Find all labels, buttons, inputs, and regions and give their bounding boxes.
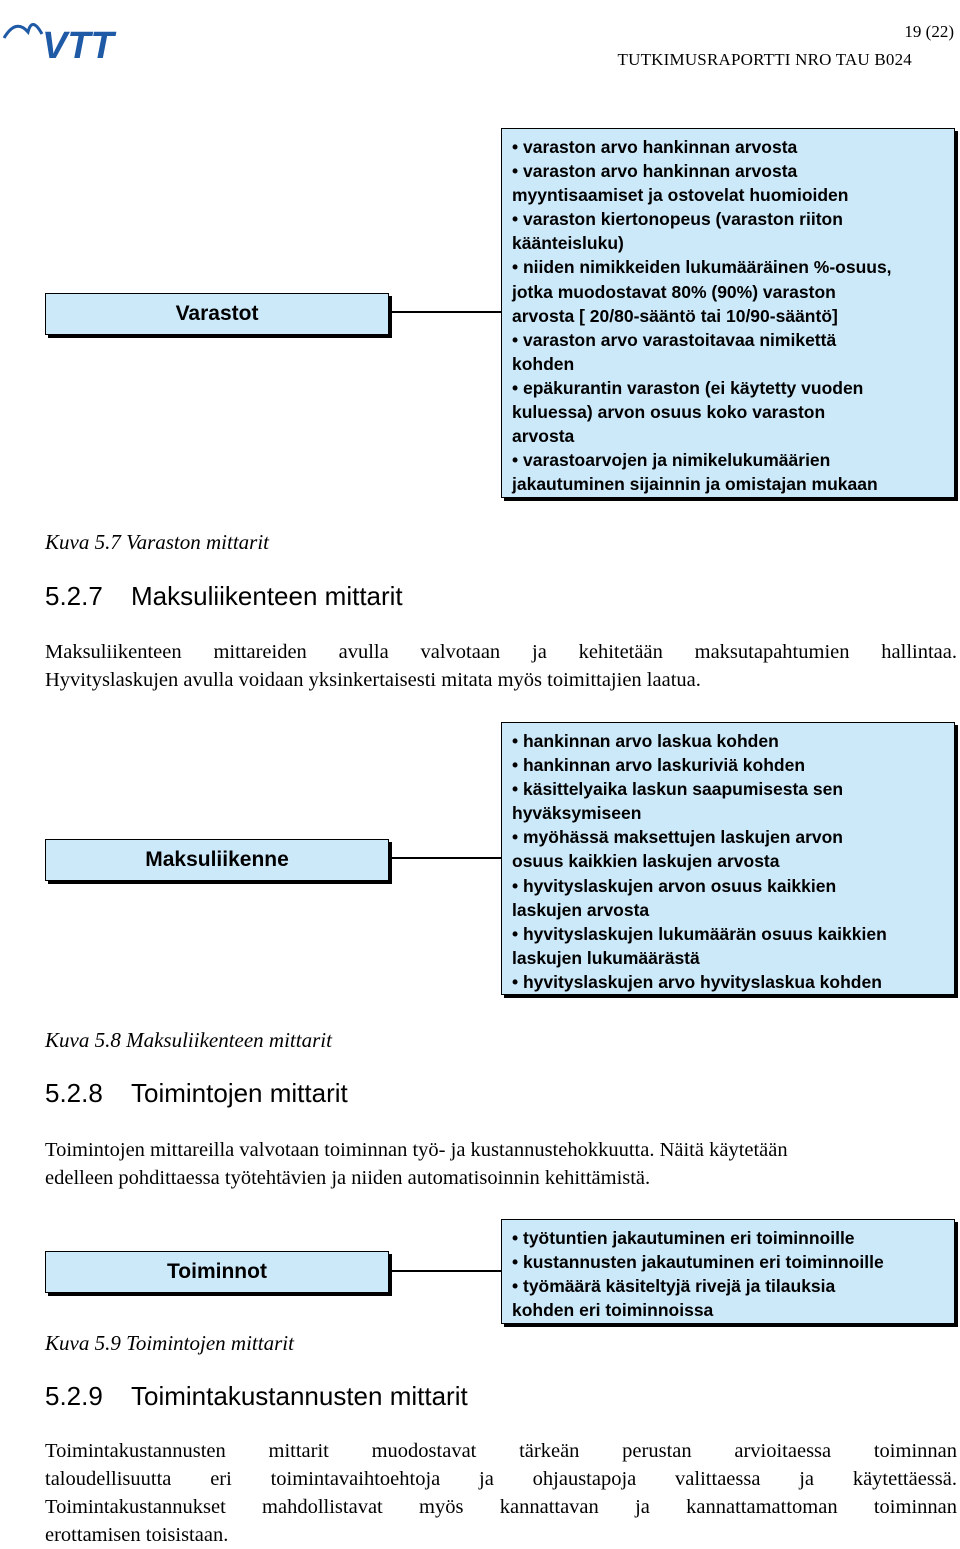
section-title: Toimintakustannusten mittarit (131, 1381, 468, 1411)
vtt-logo (2, 8, 162, 64)
varastot-label: Varastot (175, 302, 259, 325)
metric-line: • varastoarvojen ja nimikelukumäärien (512, 450, 831, 471)
metric-line: jakautuminen sijainnin ja omistajan mukaan (512, 474, 878, 495)
figure-caption-58: Kuva 5.8 Maksuliikenteen mittarit (45, 1028, 332, 1052)
metric-line: • hyvityslaskujen arvo hyvityslaskua kohden (512, 971, 882, 992)
paragraph-line: Toimintakustannusten mittarit muodostavat tärkeän perustan arvioitaessa toiminnan (45, 1440, 957, 1462)
metric-line: • hankinnan arvo laskua kohden (512, 731, 779, 751)
logo-wordmark: VTT (42, 25, 114, 64)
metric-line: • varaston arvo hankinnan arvosta (512, 137, 798, 157)
maksuliikenne-box (45, 839, 389, 881)
metric-line: arvosta (512, 426, 575, 447)
connector-line-58 (390, 857, 502, 859)
connector-line-59 (390, 1270, 502, 1272)
paragraph-528 (45, 1136, 957, 1192)
metric-line: kohden eri toiminnoissa (512, 1300, 714, 1321)
metric-line: käänteisluku) (512, 233, 624, 254)
figure-caption-57: Kuva 5.7 Varaston mittarit (45, 530, 270, 554)
metric-line: laskujen arvosta (512, 899, 650, 920)
section-title: Maksuliikenteen mittarit (131, 581, 403, 611)
metric-line: • hankinnan arvo laskuriviä kohden (512, 755, 806, 776)
paragraph-line: Hyvityslaskujen avulla voidaan yksinkertaisesti mitata myös toimittajien laatua. (45, 669, 701, 691)
varastot-box (45, 293, 389, 335)
section-number: 5.2.8 (45, 1078, 103, 1108)
paragraph-line: edelleen pohdittaessa työtehtävien ja niiden automatisoinnin kehittämistä. (45, 1167, 651, 1189)
maksuliikenne-label: Maksuliikenne (145, 848, 289, 871)
report-id: TUTKIMUSRAPORTTI NRO TAU B024 (617, 50, 912, 69)
metric-line: • niiden nimikkeiden lukumääräinen %-osuus, (512, 257, 892, 278)
paragraph-line: taloudellisuutta eri toimintavaihtoehtoja ja ohjaustapoja valittaessa ja käytettäessä. (45, 1468, 957, 1490)
connector-line-57 (390, 311, 502, 313)
paragraph-line: erottamisen toisistaan. (45, 1524, 229, 1546)
toiminnot-metrics-box (501, 1219, 955, 1324)
metric-line: • työtuntien jakautuminen eri toiminnoille (512, 1228, 855, 1248)
section-number: 5.2.9 (45, 1381, 103, 1411)
metric-line: laskujen lukumäärästä (512, 947, 700, 968)
maksuliikenne-metrics-box (501, 722, 955, 995)
metric-line: • käsittelyaika laskun saapumisesta sen (512, 779, 844, 800)
metric-line: • varaston arvo varastoitavaa nimikettä (512, 329, 837, 350)
varastot-metrics-box (501, 128, 955, 498)
metric-line: • varaston kiertonopeus (varaston riiton (512, 209, 843, 230)
metric-line: • epäkurantin varaston (ei käytetty vuoden (512, 377, 864, 398)
metric-line: • varaston arvo hankinnan arvosta (512, 161, 798, 182)
section-number: 5.2.7 (45, 581, 103, 611)
metric-line: • työmäärä käsiteltyjä rivejä ja tilauksia (512, 1276, 836, 1297)
metric-line: • kustannusten jakautuminen eri toiminnoille (512, 1252, 884, 1273)
metric-line: • hyvityslaskujen lukumäärän osuus kaikkien (512, 923, 887, 944)
metric-line: arvosta [ 20/80-sääntö tai 10/90-sääntö] (512, 305, 838, 326)
paragraph-529 (45, 1437, 957, 1549)
section-heading-528 (45, 1078, 348, 1109)
metric-line: hyväksymiseen (512, 803, 642, 824)
metric-line: • myöhässä maksettujen laskujen arvon (512, 827, 843, 848)
paragraph-527 (45, 638, 957, 694)
figure-caption-59: Kuva 5.9 Toimintojen mittarit (45, 1331, 294, 1355)
metric-line: myyntisaamiset ja ostovelat huomioiden (512, 185, 849, 206)
metric-line: • hyvityslaskujen arvon osuus kaikkien (512, 875, 837, 896)
paragraph-line: Toimintojen mittareilla valvotaan toiminnan työ- ja kustannustehokkuutta. Näitä käytetään (45, 1139, 788, 1161)
section-heading-529 (45, 1381, 468, 1412)
toiminnot-label: Toiminnot (167, 1260, 267, 1283)
metric-line: jotka muodostavat 80% (90%) varaston (512, 281, 836, 302)
section-title: Toimintojen mittarit (131, 1078, 348, 1108)
page-number: 19 (22) (904, 22, 954, 41)
metric-line: osuus kaikkien laskujen arvosta (512, 851, 780, 872)
section-heading-527 (45, 581, 403, 612)
paragraph-line: Maksuliikenteen mittareiden avulla valvotaan ja kehitetään maksutapahtumien hallintaa. (45, 641, 957, 663)
metric-line: kuluessa) arvon osuus koko varaston (512, 402, 826, 423)
metric-line: kohden (512, 353, 575, 374)
toiminnot-box (45, 1251, 389, 1293)
paragraph-line: Toimintakustannukset mahdollistavat myös kannattavan ja kannattamattoman toiminnan (45, 1496, 957, 1518)
